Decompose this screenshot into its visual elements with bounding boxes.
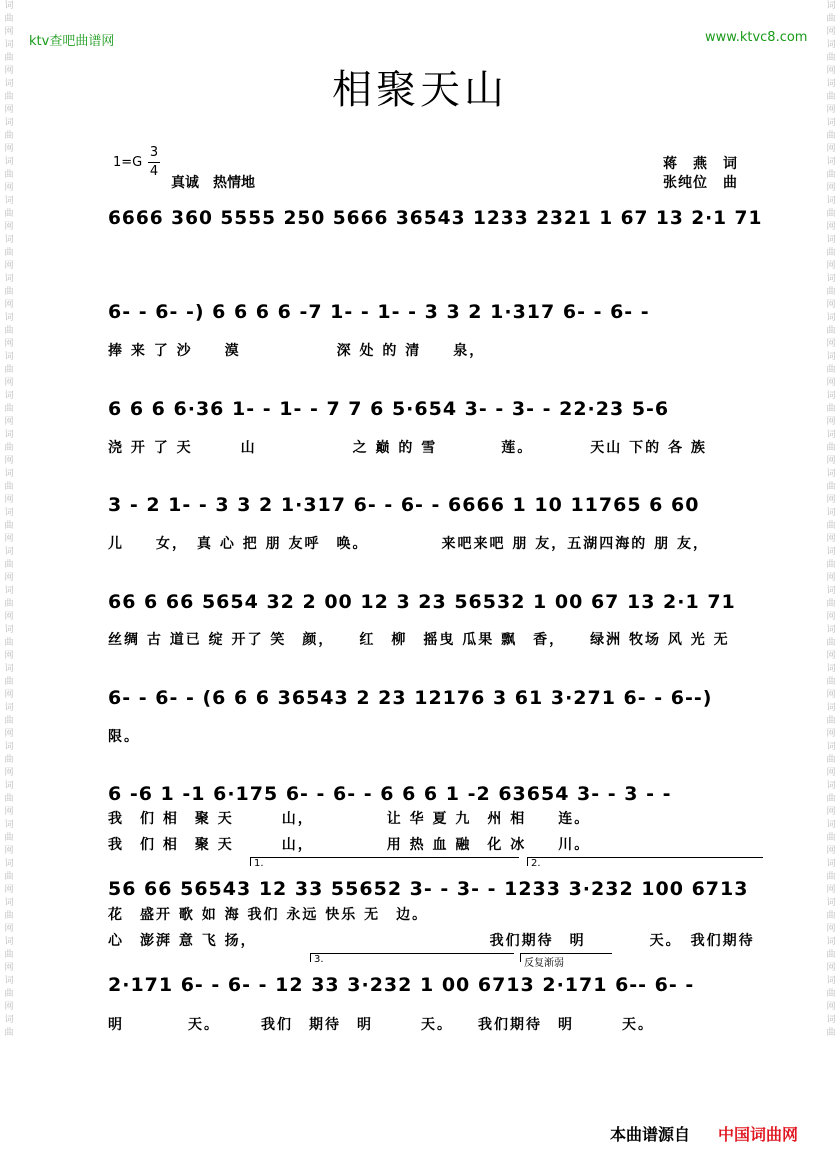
watermark-char: 曲 — [826, 326, 836, 336]
watermark-char: 词 — [4, 508, 14, 518]
notes-row-3: 6 6 6 6·36 1- - 1- - 7 7 6 5·654 3- - 3- - 22·23 5-6 — [108, 398, 670, 420]
watermark-char: 词 — [826, 196, 836, 206]
watermark-char: 曲 — [826, 14, 836, 24]
watermark-char: 词 — [826, 664, 836, 674]
watermark-char: 网 — [826, 105, 836, 115]
watermark-char: 网 — [826, 807, 836, 817]
watermark-char: 网 — [826, 768, 836, 778]
watermark-char: 词 — [4, 664, 14, 674]
watermark-char: 网 — [826, 846, 836, 856]
watermark-char: 网 — [4, 573, 14, 583]
site-link-left[interactable]: ktv查吧曲谱网 — [29, 34, 115, 49]
watermark-char: 曲 — [826, 560, 836, 570]
watermark-char: 曲 — [826, 872, 836, 882]
watermark-char: 网 — [4, 846, 14, 856]
time-signature — [148, 145, 160, 180]
watermark-char: 词 — [4, 820, 14, 830]
volta-first: 1. — [250, 857, 519, 866]
watermark-char: 曲 — [826, 170, 836, 180]
score-row-8 — [108, 876, 762, 904]
watermark-char: 网 — [826, 924, 836, 934]
watermark-char: 词 — [4, 157, 14, 167]
dynamics-marking: 反复渐弱 — [520, 953, 612, 962]
notes-row-8: 56 66 56543 12 33 55652 3- - 3- - 1233 3·232 100 6713 — [108, 878, 749, 900]
lyrics-row-4: 儿 女， 真 心 把 朋 友呼 唤。 来吧来吧 朋 友，五湖四海的 朋 友， — [108, 536, 709, 552]
watermark-char: 网 — [826, 690, 836, 700]
watermark-char: 词 — [826, 898, 836, 908]
watermark-char: 网 — [4, 885, 14, 895]
lyrics-row-8b: 心 澎湃 意 飞 扬， 我们期待 明 天。 我们期待 — [108, 933, 755, 949]
watermark-char: 网 — [826, 885, 836, 895]
watermark-char: 网 — [4, 534, 14, 544]
side-watermark-left — [2, 0, 16, 1169]
watermark-char: 网 — [4, 924, 14, 934]
watermark-char: 曲 — [4, 287, 14, 297]
volta-second: 2. — [527, 857, 763, 866]
watermark-char: 网 — [4, 1002, 14, 1012]
notes-row-7: 6 -6 1 -1 6·175 6- - 6- - 6 6 6 1 -2 63654 3- - 3 - - — [108, 783, 672, 805]
notes-row-4: 3 - 2 1- - 3 3 2 1·317 6- - 6- - 6666 1 10 11765 6 60 — [108, 494, 700, 516]
watermark-char: 曲 — [4, 443, 14, 453]
lyrics-row-6: 限。 — [108, 729, 140, 745]
watermark-char: 网 — [826, 183, 836, 193]
watermark-char: 曲 — [826, 1028, 836, 1038]
score-row-2 — [108, 299, 762, 327]
watermark-char: 曲 — [826, 521, 836, 531]
lyrics-row-2: 捧 来 了 沙 漠 深 处 的 清 泉， — [108, 343, 486, 359]
watermark-char: 词 — [826, 1, 836, 11]
watermark-char: 网 — [826, 339, 836, 349]
watermark-char: 网 — [4, 27, 14, 37]
watermark-char: 网 — [826, 378, 836, 388]
watermark-char: 曲 — [826, 911, 836, 921]
watermark-char: 词 — [826, 508, 836, 518]
watermark-char: 曲 — [4, 404, 14, 414]
watermark-char: 曲 — [4, 638, 14, 648]
watermark-char: 词 — [4, 625, 14, 635]
watermark-char: 曲 — [4, 833, 14, 843]
site-link-right[interactable]: www.ktvc8.com — [705, 30, 808, 45]
watermark-char: 词 — [4, 196, 14, 206]
notes-row-1: 6666 360 5555 250 5666 36543 1233 2321 1 67 13 2·1 71 — [108, 207, 763, 229]
watermark-char: 网 — [826, 456, 836, 466]
watermark-char: 词 — [826, 430, 836, 440]
watermark-char: 曲 — [826, 950, 836, 960]
time-top: 3 — [149, 145, 159, 160]
watermark-char: 词 — [4, 937, 14, 947]
watermark-char: 网 — [4, 183, 14, 193]
watermark-char: 曲 — [826, 92, 836, 102]
footer-source-link[interactable]: 中国词曲网 — [718, 1125, 799, 1144]
watermark-char: 网 — [826, 261, 836, 271]
watermark-char: 曲 — [4, 677, 14, 687]
watermark-char: 网 — [826, 300, 836, 310]
watermark-char: 曲 — [826, 404, 836, 414]
watermark-char: 词 — [4, 79, 14, 89]
watermark-char: 词 — [4, 391, 14, 401]
score-row-5 — [108, 589, 762, 617]
score-row-4 — [108, 492, 762, 520]
watermark-char: 曲 — [4, 950, 14, 960]
watermark-char: 词 — [4, 781, 14, 791]
lyricist-credit: 蒋 燕 词 — [663, 156, 738, 172]
lyrics-row-9: 明 天。 我们 期待 明 天。 我们期待 明 天。 — [108, 1017, 654, 1033]
watermark-char: 词 — [4, 40, 14, 50]
watermark-char: 词 — [826, 313, 836, 323]
watermark-char: 词 — [826, 976, 836, 986]
watermark-char: 词 — [826, 625, 836, 635]
watermark-char: 曲 — [826, 443, 836, 453]
score-row-7 — [108, 781, 762, 809]
watermark-char: 网 — [4, 300, 14, 310]
watermark-char: 网 — [4, 768, 14, 778]
side-watermark-right — [824, 0, 838, 1169]
watermark-char: 曲 — [4, 482, 14, 492]
watermark-char: 词 — [4, 352, 14, 362]
watermark-char: 网 — [826, 495, 836, 505]
lyrics-row-3: 浇 开 了 天 山 之 巅 的 雪 莲。 天山 下的 各 族 — [108, 440, 707, 456]
watermark-char: 词 — [4, 1015, 14, 1025]
score-row-1 — [108, 205, 762, 233]
watermark-char: 网 — [826, 417, 836, 427]
watermark-char: 曲 — [4, 989, 14, 999]
watermark-char: 词 — [826, 742, 836, 752]
watermark-char: 词 — [4, 859, 14, 869]
watermark-char: 词 — [826, 781, 836, 791]
watermark-char: 词 — [4, 742, 14, 752]
watermark-char: 词 — [826, 235, 836, 245]
watermark-char: 曲 — [826, 248, 836, 258]
tempo-marking: 真诚 热情地 — [171, 175, 255, 191]
watermark-char: 曲 — [4, 872, 14, 882]
watermark-char: 词 — [826, 469, 836, 479]
time-bottom: 4 — [149, 164, 159, 179]
watermark-char: 词 — [826, 703, 836, 713]
watermark-char: 曲 — [4, 794, 14, 804]
watermark-char: 曲 — [826, 482, 836, 492]
watermark-char: 网 — [826, 66, 836, 76]
watermark-char: 网 — [826, 729, 836, 739]
watermark-char: 网 — [4, 222, 14, 232]
watermark-char: 词 — [4, 430, 14, 440]
volta-third: 3. — [310, 953, 514, 962]
composer-credit: 张纯位 曲 — [663, 175, 738, 191]
watermark-char: 网 — [4, 144, 14, 154]
watermark-char: 词 — [826, 274, 836, 284]
watermark-char: 词 — [826, 391, 836, 401]
watermark-char: 网 — [4, 261, 14, 271]
watermark-char: 曲 — [826, 638, 836, 648]
watermark-char: 网 — [4, 612, 14, 622]
watermark-char: 曲 — [4, 365, 14, 375]
watermark-char: 曲 — [4, 14, 14, 24]
watermark-char: 词 — [4, 469, 14, 479]
watermark-char: 曲 — [826, 833, 836, 843]
watermark-char: 网 — [4, 339, 14, 349]
watermark-char: 词 — [826, 586, 836, 596]
watermark-char: 词 — [4, 313, 14, 323]
watermark-char: 曲 — [826, 716, 836, 726]
watermark-char: 网 — [826, 963, 836, 973]
watermark-char: 曲 — [4, 170, 14, 180]
watermark-char: 网 — [4, 651, 14, 661]
watermark-char: 网 — [4, 456, 14, 466]
watermark-char: 网 — [826, 222, 836, 232]
key-signature: 1=G — [113, 155, 143, 170]
watermark-char: 网 — [826, 144, 836, 154]
lyrics-row-8a: 花 盛开 歌 如 海 我们 永远 快乐 无 边。 — [108, 907, 429, 923]
watermark-char: 词 — [4, 118, 14, 128]
watermark-char: 词 — [4, 235, 14, 245]
notes-row-2: 6- - 6- -) 6 6 6 6 -7 1- - 1- - 3 3 2 1·317 6- - 6- - — [108, 301, 650, 323]
watermark-char: 曲 — [4, 326, 14, 336]
watermark-char: 曲 — [4, 560, 14, 570]
watermark-char: 曲 — [4, 1028, 14, 1038]
notes-row-6: 6- - 6- - (6 6 6 36543 2 23 12176 3 61 3·271 6- - 6--) — [108, 687, 713, 709]
watermark-char: 曲 — [826, 599, 836, 609]
watermark-char: 网 — [826, 612, 836, 622]
watermark-char: 曲 — [4, 248, 14, 258]
watermark-char: 词 — [4, 1, 14, 11]
notes-row-9: 2·171 6- - 6- - 12 33 3·232 1 00 6713 2·171 6-- 6- - — [108, 974, 695, 996]
watermark-char: 曲 — [4, 209, 14, 219]
watermark-char: 曲 — [826, 365, 836, 375]
watermark-char: 网 — [4, 66, 14, 76]
watermark-char: 网 — [4, 807, 14, 817]
page-title: 相聚天山 — [332, 67, 508, 113]
lyrics-row-7a: 我 们 相 聚 天 山， 让 华 夏 九 州 相 连。 — [108, 811, 591, 827]
lyrics-row-5: 丝绸 古 道已 绽 开了 笑 颜， 红 柳 摇曳 瓜果 飘 香， 绿洲 牧场 风 光 无 — [108, 632, 730, 648]
score-row-3 — [108, 396, 762, 424]
watermark-char: 词 — [4, 898, 14, 908]
watermark-char: 曲 — [826, 677, 836, 687]
watermark-char: 词 — [826, 937, 836, 947]
score-row-9 — [108, 972, 762, 1000]
watermark-char: 词 — [826, 820, 836, 830]
footer-source-label: 本曲谱源自 — [610, 1125, 691, 1144]
watermark-char: 词 — [826, 40, 836, 50]
watermark-char: 曲 — [826, 131, 836, 141]
watermark-char: 词 — [826, 79, 836, 89]
watermark-char: 曲 — [4, 911, 14, 921]
watermark-char: 网 — [826, 573, 836, 583]
watermark-char: 网 — [4, 105, 14, 115]
watermark-char: 网 — [826, 651, 836, 661]
watermark-char: 网 — [4, 495, 14, 505]
watermark-char: 网 — [826, 534, 836, 544]
watermark-char: 曲 — [826, 755, 836, 765]
watermark-char: 词 — [4, 703, 14, 713]
watermark-char: 词 — [4, 976, 14, 986]
watermark-char: 曲 — [4, 521, 14, 531]
watermark-char: 曲 — [826, 989, 836, 999]
watermark-char: 词 — [4, 586, 14, 596]
watermark-char: 词 — [826, 118, 836, 128]
watermark-char: 网 — [4, 963, 14, 973]
watermark-char: 词 — [826, 1015, 836, 1025]
watermark-char: 曲 — [826, 53, 836, 63]
watermark-char: 网 — [4, 378, 14, 388]
watermark-char: 词 — [4, 547, 14, 557]
watermark-char: 网 — [826, 27, 836, 37]
watermark-char: 词 — [826, 859, 836, 869]
watermark-char: 词 — [4, 274, 14, 284]
lyrics-row-7b: 我 们 相 聚 天 山， 用 热 血 融 化 冰 川。 — [108, 837, 591, 853]
watermark-char: 词 — [826, 352, 836, 362]
watermark-char: 曲 — [826, 209, 836, 219]
watermark-char: 曲 — [826, 794, 836, 804]
watermark-char: 网 — [826, 1002, 836, 1012]
watermark-char: 词 — [826, 157, 836, 167]
watermark-char: 网 — [4, 690, 14, 700]
watermark-char: 曲 — [4, 716, 14, 726]
watermark-char: 网 — [4, 417, 14, 427]
watermark-char: 曲 — [4, 599, 14, 609]
watermark-char: 曲 — [4, 92, 14, 102]
watermark-char: 曲 — [4, 53, 14, 63]
notes-row-5: 66 6 66 5654 32 2 00 12 3 23 56532 1 00 67 13 2·1 71 — [108, 591, 736, 613]
watermark-char: 词 — [826, 547, 836, 557]
watermark-char: 曲 — [4, 131, 14, 141]
watermark-char: 曲 — [4, 755, 14, 765]
watermark-char: 网 — [4, 729, 14, 739]
score-row-6 — [108, 685, 762, 713]
watermark-char: 曲 — [826, 287, 836, 297]
